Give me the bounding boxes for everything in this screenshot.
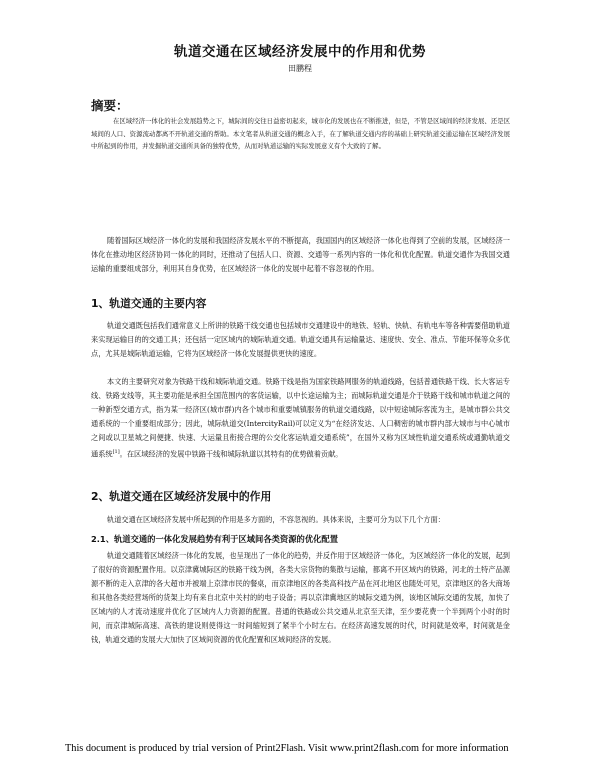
abstract-heading: 摘要： — [91, 98, 129, 113]
paper-title: 轨道交通在区域经济发展中的作用和优势 — [174, 44, 426, 60]
section-2-paragraph-1: 轨道交通在区域经济发展中所起到的作用是多方面的，不容忽视的。具体来说，主要可分为以下几个方面： — [107, 515, 445, 524]
abstract-text: 在区域经济一体化的社会发展趋势之下，城际间的交往日益密切起来，城市化的发展也在不断推进，但是，不管是区域间的经济发展、还是区域间的人口、资源流动都离不开轨道交通的帮助。本文笔者从轨道交通的概念入手，在了解轨道交通内容的基础上研究轨道交通运输在区域经济发展中所起到的作用，并发掘轨道交通所具备的独特优势，从而对轨道运输的实际发展意义有个大致的了解。 — [91, 117, 510, 151]
subsection-2-1-heading: 2.1、轨道交通的一体化发展趋势有利于区域间各类资源的优化配置 — [91, 534, 339, 544]
section-1-paragraph-2 — [91, 375, 510, 461]
section-1-paragraph-1: 轨道交通既包括我们通常意义上所讲的铁路干线交通也包括城市交通建设中的地铁、轻轨、快轨、有轨电车等各种需要借助轨道来实现运输目的的交通工具；还包括一定区域内的城际轨道交通。轨道交通具有运输量达、速度快、安全、准点、节能环保等众多优点，尤其是城际轨道运输，它将为区域经济一体化发展提供更快的速度。 — [91, 321, 510, 358]
citation-mark: [1] — [112, 449, 120, 455]
trial-footer: This document is produced by trial version of Print2Flash. Visit www.print2flash.com for more information — [65, 743, 509, 754]
section-1-paragraph-2-end: 。在区域经济的发展中铁路干线和城际轨道以其特有的优势做着贡献。 — [119, 449, 343, 459]
section-1-heading: 1、轨道交通的主要内容 — [91, 297, 207, 310]
paper-author: 田鹏程 — [288, 64, 312, 73]
section-1-paragraph-2-main: 本文的主要研究对象为铁路干线和城际轨道交通。铁路干线是指为国家铁路网服务的轨道线路，包括普通铁路干线、长大客运专线、铁路支线等，其主要功能是承担全国范围内的客货运输，以中长途运输为主；而城际轨道交通是介于铁路干线和城市轨道之间的一种新型交通方式，指为某一经济区(城市群)内各个城市和重要城镇服务的轨道交通线路，以中短途城际客流为主，是城市群公共交通系统的一个重要组成部分；因此，城际轨道交(IntercityRail)可以定义为“在经济发达、人口稠密的城市群内部大城市与中心城市之间或以卫星城之间便捷、快速、大运量且衔接合理的公交化客运轨道交通系统”，在国外又称为区域性轨道交通系统或通勤轨道交通系统 — [91, 377, 510, 459]
subsection-2-1-paragraph: 轨道交通随着区域经济一体化的发展，也呈现出了一体化的趋势，并反作用于区域经济一体化，为区域经济一体化的发展，起到了很好的资源配置作用。以京津冀城际区的铁路干线为例，各类大宗货物的集散与运输，都离不开区域内的铁路，河北的土特产品源源不断的走入京津的各大超市并被端上京津市民的餐桌，而京津地区的各类高科技产品在河北地区也随处可见，京津地区的各大商场和其他各类经营场所的货架上均有来自北京中关村的的电子设备；再以京津冀地区的城际交通为例，该地区城际交通的发展，加快了区域内的人才流动速度并优化了区域内人力资源的配置。普通的铁路或公共交通从北京至天津，至少要花费一个半到两个小时的时间，而京津城际高速、高铁的建设则使得这一时间缩短到了紧半个小时左右。在经济高速发展的时代，时间就是效率，时间就是金钱，轨道交通的发展大大加快了区域间资源的优化配置和区域间经济的发展。 — [91, 551, 510, 644]
section-2-heading: 2、轨道交通在区域经济发展中的作用 — [91, 490, 272, 503]
intro-paragraph: 随着国际区域经济一体化的发展和我国经济发展水平的不断提高，我国国内的区域经济一体化也得到了空前的发展，区域经济一体化在推动地区经济协同一体化的同时，还推动了包括人口、资源、交通等一系列内容的一体化和优化配置。轨道交通作为我国交通运输的重要组成部分，利用其自身优势，在区域经济一体化的发展中起着不容忽视的作用。 — [91, 236, 510, 273]
